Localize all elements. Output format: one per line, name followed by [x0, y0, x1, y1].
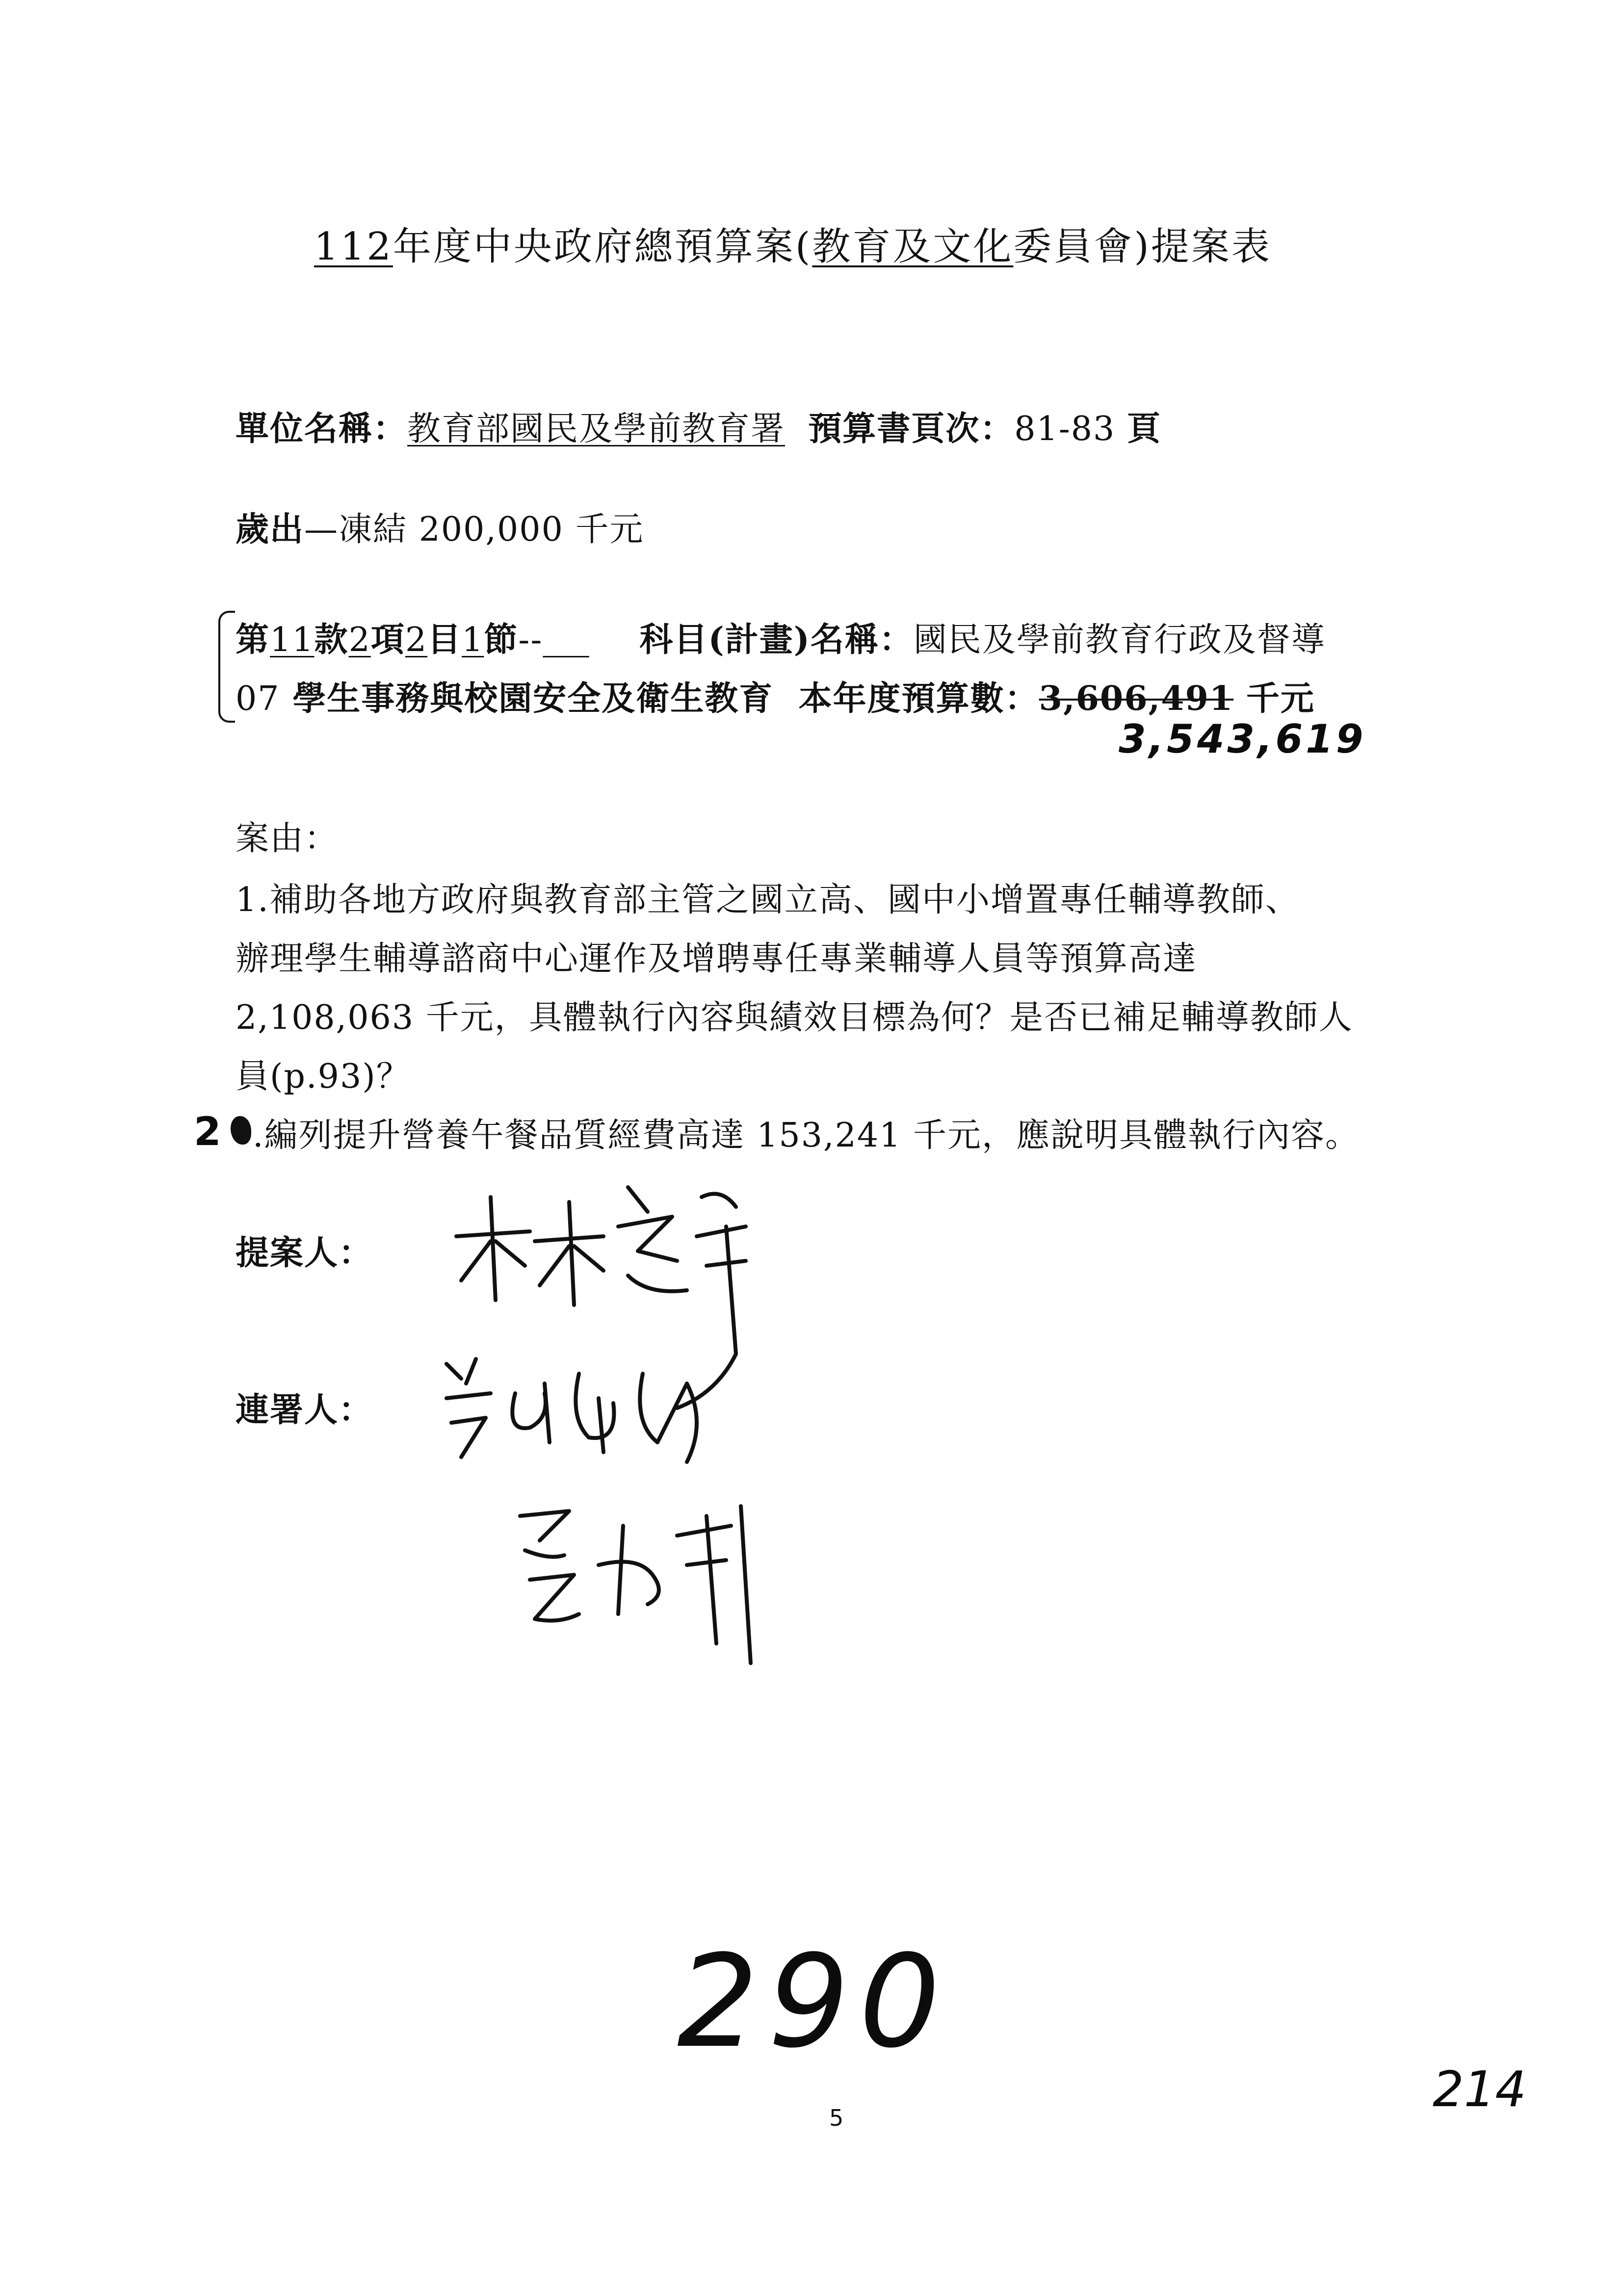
kuan-label: 款: [314, 620, 349, 659]
ink-blot: [231, 1116, 251, 1145]
title-part1: 年度中央政府總預算案(: [393, 225, 812, 269]
handwritten-total: 290: [677, 1928, 950, 2076]
page-number: 5: [829, 2105, 844, 2131]
proposer-label: 提案人：: [236, 1233, 373, 1273]
item-line-2: [236, 672, 1315, 720]
reason-line-2: 辦理學生輔導諮商中心運作及增聘專任專業輔導人員等預算高達: [236, 939, 1198, 978]
mu-label: 目: [427, 620, 462, 659]
unit-name: 教育部國民及學前教育署: [407, 410, 786, 448]
cosigner-signature-1: [432, 1344, 726, 1472]
xiang-number: 2: [348, 621, 371, 659]
corner-number: 214: [1433, 2061, 1526, 2118]
page-ref-value: 81-83: [1014, 410, 1116, 448]
budget-unit: 千元: [1246, 679, 1315, 718]
xiang-label: 項: [370, 620, 405, 659]
unit-label: 單位名稱：: [236, 409, 408, 448]
budget-original-struck: 3,606,491: [1039, 679, 1234, 718]
item-dashes: --: [518, 621, 543, 659]
kuan-prefix: 第: [236, 620, 270, 659]
cosigner-signature-2: [510, 1496, 805, 1693]
title-committee: 教育及文化: [812, 225, 1014, 269]
program-name: 學生事務與校園安全及衛生教育: [292, 679, 774, 718]
kuan-number: 11: [270, 621, 314, 659]
reason-line-4: 員(p.93)？: [236, 1057, 411, 1096]
subject-label: 科目(計畫)名稱：: [639, 620, 914, 659]
reason-label: 案由：: [236, 819, 339, 858]
item2-handwritten-number: 2: [194, 1109, 221, 1154]
expenditure-label: 歲出: [236, 510, 305, 549]
reason-item-2: .編列提升營養午餐品質經費高達 153,241 千元，應說明具體執行內容。: [253, 1116, 1360, 1155]
title-part2: 委員會)提案表: [1013, 225, 1272, 269]
subject-name: 國民及學前教育行政及督導: [913, 621, 1326, 659]
cosigner-label: 連署人：: [236, 1390, 373, 1430]
page-ref-suffix: 頁: [1126, 409, 1161, 448]
mu-number: 2: [405, 621, 428, 659]
unit-line: [236, 402, 1161, 450]
budget-handwritten: 3,543,619: [1119, 716, 1366, 762]
jie-number: 1: [462, 621, 484, 659]
item-bracket: [218, 611, 235, 723]
jie-label: 節: [484, 620, 519, 659]
expenditure-text: —凍結 200,000 千元: [304, 510, 644, 549]
reason-line-3: 2,108,063 千元，具體執行內容與績效目標為何？是否已補足輔導教師人: [236, 998, 1353, 1037]
budget-label: 本年度預算數：: [798, 679, 1039, 718]
expenditure-line: [236, 503, 644, 550]
reason-line-1: 1.補助各地方政府與教育部主管之國立高、國中小增置專任輔導教師、: [236, 881, 1300, 919]
program-code: 07: [236, 679, 280, 718]
item-line-1: [236, 613, 1326, 661]
document-title: [314, 216, 1272, 271]
title-year: 112: [314, 225, 393, 269]
page-ref-label: 預算書頁次：: [808, 409, 1015, 448]
